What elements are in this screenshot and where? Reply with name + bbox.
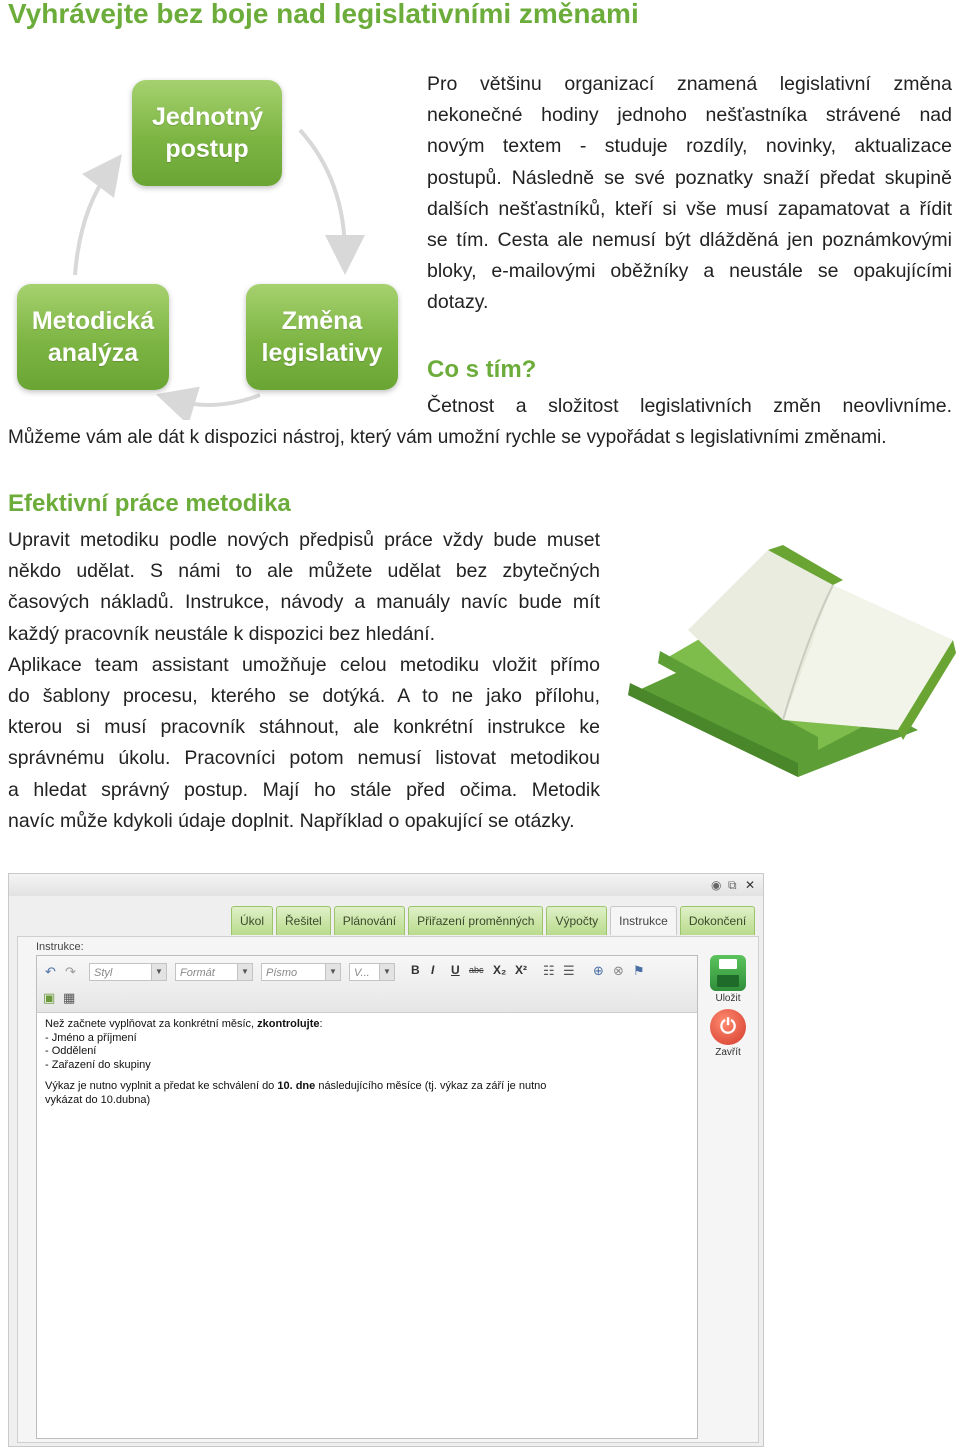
instrukce-panel (17, 936, 759, 1443)
power-icon: ⏻ (710, 1009, 746, 1045)
chevron-down-icon: ▼ (379, 964, 394, 980)
cycle-box-jednotny-postup: Jednotný postup (132, 80, 282, 186)
bold-button[interactable]: B (411, 963, 420, 977)
redo-icon[interactable]: ↷ (65, 964, 76, 979)
help-icon[interactable]: ◉ (711, 878, 722, 892)
window-titlebar (9, 874, 763, 896)
font-select[interactable]: Písmo ▼ (261, 963, 341, 981)
style-select[interactable]: Styl ▼ (89, 963, 167, 981)
app-screenshot-window (8, 873, 764, 1447)
instruction-item: - Zařazení do skupiny (45, 1058, 151, 1071)
tab-planovani[interactable]: Plánování (334, 906, 405, 935)
efektivni-line: do šablony procesu, kterého se dotýká. A to ne jako přílohu, (8, 685, 600, 708)
co-s-tim-line2: Můžeme vám ale dát k dispozici nástroj, který vám umožní rychle se vypořádat s legislativními změnami. (8, 427, 887, 448)
close-icon[interactable]: ✕ (745, 878, 756, 892)
chevron-down-icon: ▼ (325, 964, 340, 980)
instruction-item: - Oddělení (45, 1045, 97, 1057)
efektivni-line: navíc může kdykoli údaje doplnit. Například o opakující se otázky. (8, 809, 575, 832)
efektivni-line: kterou si musí pracovník stáhnout, ale konkrétní instrukce ke (8, 716, 600, 739)
tab-resitel[interactable]: Řešitel (276, 906, 331, 935)
anchor-flag-icon[interactable]: ⚑ (633, 963, 645, 978)
ordered-list-icon[interactable]: ☷ (543, 963, 555, 978)
save-button[interactable]: Uložit (708, 955, 748, 1004)
efektivni-line: Upravit metodiku podle nových předpisů práce vždy bude muset (8, 529, 600, 551)
unlink-icon[interactable]: ⊗ (613, 963, 624, 978)
intro-line: dotazy. (427, 291, 489, 314)
co-s-tim-heading: Co s tím? (427, 356, 537, 383)
format-select[interactable]: Formát ▼ (175, 963, 253, 981)
strikethrough-button[interactable]: abc (469, 965, 484, 975)
intro-line: se tím. Cesta ale nemusí být dlážděná jen poznámkovými (427, 229, 952, 252)
instruction-line-1: Než začnete vyplňovat za konkrétní měsíc, zkontrolujte: (45, 1018, 323, 1030)
cycle-diagram (0, 60, 420, 420)
tab-instrukce[interactable]: Instrukce (610, 906, 677, 935)
tab-bar (231, 906, 755, 936)
table-icon[interactable]: ▦ (63, 990, 76, 1005)
co-s-tim-line1: Četnost a složitost legislativních změn neovlivníme. (427, 395, 952, 417)
editor-content (45, 1018, 665, 1107)
instruction-item: - Jméno a příjmení (45, 1031, 137, 1044)
cycle-box-metodicka-analyza: Metodická analýza (17, 284, 169, 390)
rich-text-editor[interactable] (36, 955, 698, 1439)
link-icon[interactable]: ⊕ (593, 963, 604, 978)
tab-ukol[interactable]: Úkol (231, 906, 273, 935)
chevron-down-icon: ▼ (151, 964, 166, 980)
size-select[interactable]: V... ▼ (349, 963, 395, 981)
superscript-button[interactable]: X² (515, 963, 527, 977)
efektivni-paragraph (8, 525, 600, 837)
efektivni-line: někdo udělat. S námi to ale můžete udělat bez zbytečných (8, 560, 600, 583)
italic-button[interactable]: I (431, 963, 435, 977)
intro-line: postupů. Následně se své poznatky snaží předat skupině (427, 166, 952, 189)
efektivni-line: správnému úkolu. Pracovníci potom nemusí listovat metodikou (8, 747, 600, 770)
efektivni-line: každý pracovník neustále k dispozici bez hledání. (8, 622, 436, 645)
books-illustration (618, 545, 958, 780)
undo-icon[interactable]: ↶ (45, 964, 56, 979)
intro-line: bloky, e-mailovými oběžníky a neustále se opakujícími (427, 260, 952, 283)
intro-paragraph (427, 69, 952, 319)
subscript-button[interactable]: X₂ (493, 963, 507, 977)
tab-vypocty[interactable]: Výpočty (546, 906, 607, 935)
efektivni-line: a hledat správný postup. Mají ho stále před očima. Metodik (8, 778, 600, 801)
editor-toolbar (37, 956, 697, 1013)
page-title: Vyhrávejte bez boje nad legislativními změnami (8, 0, 639, 29)
instruction-line-2: Výkaz je nutno vyplnit a předat ke schválení do 10. dne následujícího měsíce (tj. výkaz za září je nutno (45, 1080, 547, 1092)
floppy-disk-icon (710, 955, 746, 991)
image-icon[interactable]: ▣ (43, 990, 56, 1005)
instruction-line-3: vykázat do 10.dubna) (45, 1093, 151, 1106)
intro-line: Pro většinu organizací znamená legislativní změna (427, 73, 952, 95)
close-button[interactable]: ⏻ Zavřít (708, 1009, 748, 1058)
intro-line: novým textem - studuje rozdíly, novinky, aktualizace (427, 135, 952, 158)
cycle-box-zmena-legislativy: Změna legislativy (246, 284, 398, 390)
instrukce-label: Instrukce: (36, 941, 84, 953)
efektivni-heading: Efektivní práce metodika (8, 490, 291, 517)
unordered-list-icon[interactable]: ☰ (563, 963, 575, 978)
efektivni-line: časových nákladů. Instrukce, návody a manuály navíc bude mít (8, 591, 600, 614)
intro-line: dalších nešťastníků, kteří si vše musí zapamatovat a řídit (427, 197, 952, 220)
restore-icon[interactable]: ⧉ (728, 878, 737, 892)
underline-button[interactable]: U (451, 963, 460, 977)
tab-dokonceni[interactable]: Dokončení (680, 906, 755, 935)
intro-line: nekonečné hodiny jednoho nešťastníka strávené nad (427, 104, 952, 127)
efektivni-line: Aplikace team assistant umožňuje celou metodiku vložit přímo (8, 653, 600, 676)
chevron-down-icon: ▼ (237, 964, 252, 980)
tab-prirazeni-promennych[interactable]: Přiřazení proměnných (408, 906, 543, 935)
